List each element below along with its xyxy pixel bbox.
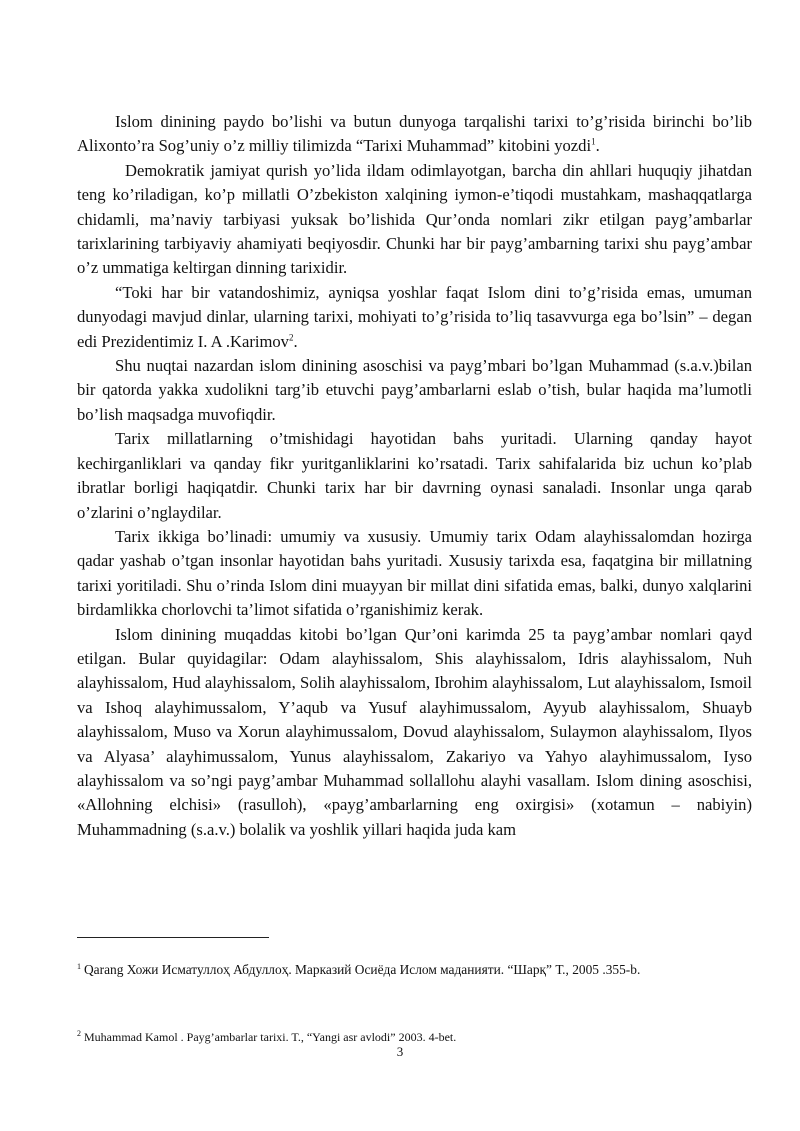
paragraph-1: Islom dinining paydo bo’lishi va butun dunyoga tarqalishi tarixi to’g’risida birinchi bo’lib Alixonto’ra Sog’uniy o’z milliy tilimizda “Tarixi Muhammad” kitobini yozdi$^1$. bbox=[77, 112, 752, 156]
footnote-number: 2 bbox=[77, 1029, 81, 1038]
footnote-ref-2[interactable]: 2 bbox=[288, 332, 294, 343]
paragraph-2: Demokratik jamiyat qurish yo’lida ildam odimlayotgan, barcha din ahllari huquqiy jihatdan teng ko’riladigan, ko’p millatli O’zbekiston xalqining iymon-e’tiqodi mustahkam, mashaqqatlarga chidamli, ma’naviy tarbiyasi yuksak bo’lishida Qur’onda nomlari zikr etilgan payg’ambarlar tarixlarining tarbiyaviy ahamiyati beqiyosdir. Chunki har bir payg’ambarning tarixi shu payg’ambar o’z ummatiga keltirgan dinning tarixidir. bbox=[77, 160, 752, 278]
footnote-text: Muhammad Kamol . Payg’ambarlar tarixi. T., “Yangi asr avlodi” 2003. 4-bet. bbox=[84, 1030, 457, 1044]
footnote-1 bbox=[77, 961, 757, 978]
footnote-number: 1 bbox=[77, 961, 81, 971]
footnote-separator bbox=[77, 937, 269, 938]
paragraph-5: Tarix millatlarning o’tmishidagi hayotidan bahs yuritadi. Ularning qanday hayot kechirganliklari va qanday fikr yuritganliklarini ko’rsatadi. Tarix sahifalarida biz uchun ko’plab ibratlar borligi haqiqatdir. Chunki tarix har bir davrning oynasi sanaladi. Insonlar unga qarab o’zlarini o’nglaydilar. bbox=[77, 429, 752, 522]
footnote-text: Qarang Хожи Исматуллоҳ Абдуллоҳ. Марказий Осиёда Ислом маданияти. “Шарқ” Т., 2005 .355-b. bbox=[84, 962, 641, 977]
paragraph-7: Islom dinining muqaddas kitobi bo’lgan Qur’oni karimda 25 ta payg’ambar nomlari qayd etilgan. Bular quyidagilar: Odam alayhissalom, Shis alayhissalom, Idris alayhissalom, Nuh alayhissalom, Hud alayhissalom, Solih alayhissalom, Ibrohim alayhissalom, Lut alayhissalom, Ismoil va Ishoq alayhimussalom, Y’aqub va Yusuf alayhimussalom, Ayyub alayhissalom, Shuayb alayhissalom, Muso va Xorun alayhimussalom, Dovud alayhissalom, Sulaymon alayhissalom, Ilyos va Alyasa’ alayhimussalom, Yunus alayhissalom, Zakariyo va Yahyo alayhimussalom, Iyso alayhissalom va so’ngi payg’ambar Muhammad sollallohu alayhi vasallam. Islom dining asoschisi, «Allohning elchisi» (rasulloh), «payg’ambarlarning eng oxirgisi» (xotamun – nabiyin) Muhammadning (s.a.v.) bolalik va yoshlik yillari haqida juda kam bbox=[77, 624, 752, 839]
footnote-ref-1[interactable]: 1 bbox=[591, 136, 596, 147]
paragraph-4: Shu nuqtai nazardan islom dinining asoschisi va payg’mbari bo’lgan Muhammad (s.a.v.)bilan bir qatorda yakka xudolikni targ’ib etuvchi payg’ambarlarni eslab o’tish, bular haqida ma’lumotli bo’lish maqsadga muvofiqdir. bbox=[77, 356, 752, 424]
page-number: 3 bbox=[396, 1044, 404, 1059]
paragraph-6: Tarix ikkiga bo’linadi: umumiy va xususiy. Umumiy tarix Odam alayhissalomdan hozirga qadar yashab o’tgan insonlar hayotidan bahs yuritadi. Xususiy tarixda esa, faqatgina bir millatning tarixi yoritiladi. Shu o’rinda Islom dini muayyan bir millat dini sifatida emas, balki, dunyo xalqlarini birdamlikka chorlovchi ta’limot sifatida o’rganishimiz kerak. bbox=[77, 526, 752, 620]
paragraph-3: “Toki har bir vatandoshimiz, ayniqsa yoshlar faqat Islom dini to’g’risida emas, umuman dunyodagi mavjud dinlar, ularning tarixi, mohiyati to’g’risida to’liq tasavvurga ega bo’lsin” – degan edi Prezidentimiz I. A .Karimov$^2$. bbox=[77, 282, 752, 351]
body-text bbox=[77, 110, 752, 842]
